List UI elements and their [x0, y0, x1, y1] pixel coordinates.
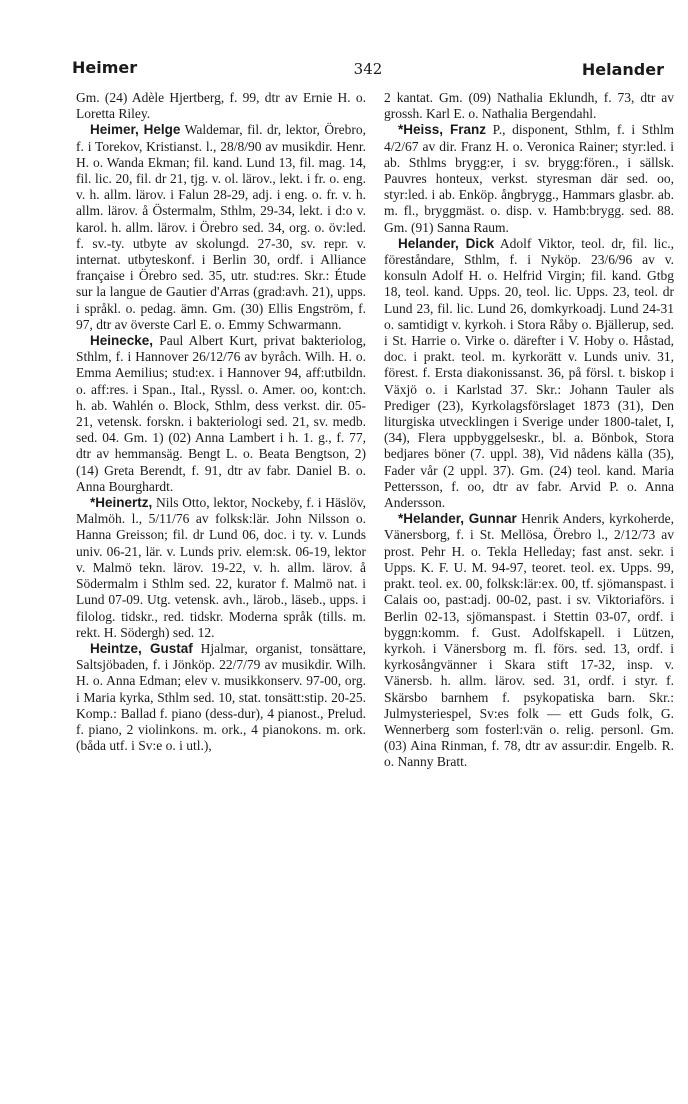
entry-text: Waldemar, fil. dr, lektor, Örebro, f. i Torekov, Kristianst. l., 28/8/90 av musikdir. Henr. H. o. Wanda Ekman; fil. kand. Lund 13, fil. mag. 14, fil. lic. 20, fil. dr 21, tjg. v. ol. lärov., lekt. i fr. o. eng. v. h. allm. lärov. i Falun 28-29, adj. i eng. o. fr. v. h. allm. lärov. å Östermalm, Sthlm, 29-34, lekt. i d:o v. karol. h. allm. lärov. i Örebro sed. 34, org. o. öv:led. f. sv.-ty. utbyte av skolungd. 27-30, sv. repr. v. internat. utbyteskonf. i Berlin 30, ordf. i Alliance française i Örebro sed. 35, utr. stud:res. Skr.: Étude sur la langue de Gautier d'Arras (grad:avh. 21), upps. i språkl. o. pedag. ämn. Gm. (30) Ellis Engström, f. 97, dtr av överste Carl E. o. Emmy Schwarmann. — [76, 122, 367, 332]
left-column — [76, 90, 366, 754]
entry-text: Gm. (24) Adèle Hjertberg, f. 99, dtr av Ernie H. o. Loretta Riley. — [76, 90, 366, 122]
entry — [384, 90, 674, 122]
entry — [384, 511, 674, 770]
entry-name: *Heinertz, — [90, 495, 153, 511]
entry-name: Heinecke, — [90, 333, 154, 349]
entry — [384, 236, 674, 511]
entry — [76, 495, 366, 641]
entry-name: *Heiss, Franz — [398, 122, 487, 138]
page-header — [72, 58, 664, 82]
entry — [76, 333, 366, 495]
entry-text: Hjalmar, organist, tonsättare, Saltsjöbaden, f. i Jönköp. 22/7/79 av musikdir. Wilh. H. o. Anna Edman; elev v. musikkonserv. 97-00, org. i Maria kyrka, Sthlm sed. 10, stat. tonsätt:stip. 20-25. Komp.: Ballad f. piano (dess-dur), 4 pianost., Prelud. f. piano, 2 violinkons. m. ork., 4 pianokons. m. ork. (båda utf. i Sv:e o. i utl.), — [76, 640, 366, 754]
entry-text: 2 kantat. Gm. (09) Nathalia Eklundh, f. 73, dtr av grossh. Karl E. o. Nathalia Bergendahl. — [384, 90, 674, 122]
page-number: 342 — [353, 60, 383, 78]
entry-text: Paul Albert Kurt, privat bakteriolog, Sthlm, f. i Hannover 26/12/76 av byråch. Wilh. H. o. Emma Aemilius; stud:ex. i Hannover 94, aff:utbildn. o. aff:res. i Span., Ital., Ryssl. o. Amer. oo, kont:ch. h. ab. Wahlén o. Block, Sthlm, dess verkst. dir. 05-21, vetensk. forskn. i bakteriologi sed. 21, sv. medb. sed. 04. Gm. 1) (02) Anna Lambert i h. 1. g., f. 77, dtr av hemmansäg. Bengt L. o. Beata Bengtson, 2) (14) Greta Berendt, f. 91, dtr av fabr. Daniel B. o. Anna Bourghardt. — [76, 333, 366, 494]
entry-name: Helander, Dick — [398, 235, 495, 251]
entry — [384, 122, 674, 235]
entry — [76, 122, 366, 333]
entry — [76, 90, 366, 122]
entry-text: Nils Otto, lektor, Nockeby, f. i Häslöv, Malmöh. l., 5/11/76 av folksk:lär. John Nilsson o. Hanna Greisson; fil. dr Lund 06, doc. i ty. v. Lunds univ. 06-21, lär. v. Lunds priv. elem:sk. 06-19, lektor v. Malmö tekn. lärov. 19-22, v. h. allm. lärov. å Södermalm i Sthlm sed. 22, kurator f. Malmö nat. i Lund 07-09. Utg. vetensk. avh., lärob., läseb., upps. i filolog. tidskr., red. tidskr. Moderna språk (tills. m. rekt. H. Södergh) sed. 12. — [76, 495, 366, 640]
entry-name: Heimer, Helge — [90, 122, 181, 138]
entry-text: Henrik Anders, kyrkoherde, Vänersborg, f. i St. Mellösa, Örebro l., 2/12/73 av prost. Pehr H. o. Tekla Helleday; fast anst. sekr. i Upps. K. F. U. M. 94-97, teoret. teol. ex. Upps. 99, prakt. teol. ex. 00, folksk:lär:ex. 00, tf. sjömanspast. i Calais oo, past:adj. 00-02, past. i sv. Viktoriaförs. i Berlin 02-13, sjömanspast. i Stettin 03-07, ordf. i byggn:komm. f. Gust. Adolfskapell. i Lützen, kyrkoh. i Vänersborg m. fl. förs. sed. 13, ordf. i kyrkosångvänner i Skara stift 17-32, insp. v. Vänersb. h. allm. lärov. sed. 31, ordf. i styr. f. Skärsbo barnhem f. psykopatiska barn. Skr.: Julmysteriespel, Sv:es folk — ett Guds folk, G. Wennerberg som fosterl:vän o. relig. personl. Gm. (03) Aina Rinman, f. 78, dtr av assur:dir. Engelb. R. o. Nanny Bratt. — [384, 511, 674, 770]
entry-name: Heintze, Gustaf — [90, 640, 193, 656]
entry-text: P., disponent, Sthlm, f. i Sthlm 4/2/67 av dir. Franz H. o. Veronica Rainer; styr:led. i ab. Sthlms brygg:er, i sv. brygg:fören., i sällsk. Pauvres honteux, verkst. styresman där sed. oo, styr:led. i ab. Enköp. ångbrygg., Hammars glasbr. ab. m. fl., bryggmäst. o. disp. v. Hamb:brygg. sed. 88. Gm. (91) Sanna Raum. — [384, 122, 674, 235]
entry-name: *Helander, Gunnar — [398, 511, 517, 527]
entry — [76, 641, 366, 754]
header-right-guideword: Helander — [581, 60, 664, 79]
header-left-guideword: Heimer — [72, 58, 138, 77]
entry-text: Adolf Viktor, teol. dr, fil. lic., föreståndare, Sthlm, f. i Nyköp. 23/6/96 av v. konsuln Adolf H. o. Helfrid Virgin; fil. kand. Gtbg 18, teol. kand. Upps. 20, teol. lic. Upps. 23, teol. dr Lund 23, fil. lic. Lund 26, domkyrkoadj. Lund 24-31 o. samtidigt v. kyrkoh. i Stora Råby o. Bjällerup, sed. i St. Harrie o. Virke o. därefter i V. Hoby o. Håstad, doc. i prakt. teol. m. kyrkorätt v. Lunds univ. 31, förest. f. Ersta diakonissanst. 36, på försl. t. biskop i Växjö o. i Karlstad 37. Skr.: Johann Tauler als Prediger (23), Kyrkolagsförslaget 1873 (31), Den liturgiska utvecklingen i Sverige under 1800-talet, I, (34), Flera uppbyggelseskr., bl. a. Bönbok, Stora bedjares böner (7. uppl. 38), Vid nådens källa (35), Fader vår (2 uppl. 37). Gm. (24) teol. kand. Maria Pettersson, f. oo, dtr av fabr. Arvid P. o. Anna Andersson. — [384, 235, 675, 511]
right-column — [384, 90, 674, 771]
